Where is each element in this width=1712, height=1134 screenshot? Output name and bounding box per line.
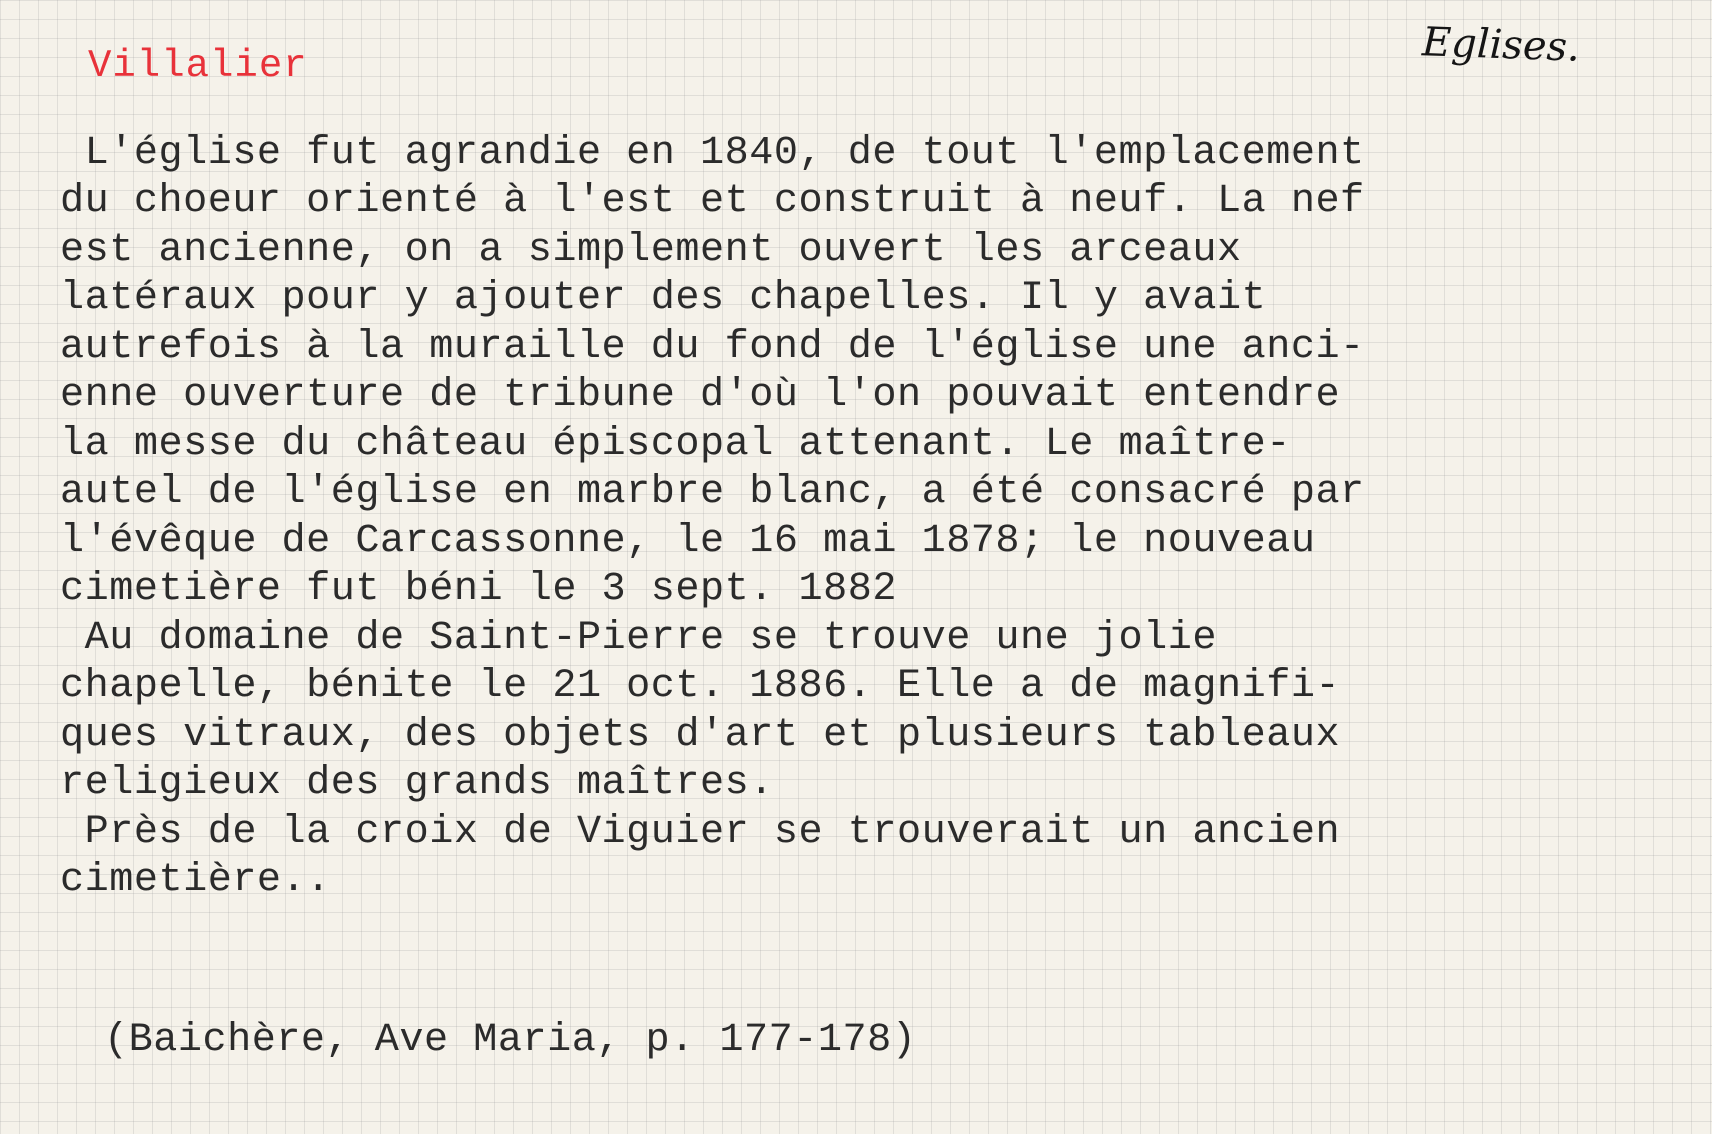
text-line: L'église fut agrandie en 1840, de tout l'emplacement bbox=[60, 131, 1365, 176]
text-line: autrefois à la muraille du fond de l'église une anci- bbox=[60, 325, 1365, 370]
text-line: autel de l'église en marbre blanc, a été consacré par bbox=[60, 470, 1365, 515]
text-line: ques vitraux, des objets d'art et plusieurs tableaux bbox=[60, 713, 1341, 758]
text-line: Au domaine de Saint-Pierre se trouve une jolie bbox=[60, 616, 1217, 661]
text-line: latéraux pour y ajouter des chapelles. Il y avait bbox=[60, 276, 1267, 321]
citation: (Baichère, Ave Maria, p. 177-178) bbox=[104, 1018, 917, 1063]
text-line: du choeur orienté à l'est et construit à neuf. La nef bbox=[60, 179, 1365, 224]
text-line: Près de la croix de Viguier se trouverait un ancien bbox=[60, 810, 1341, 855]
text-line: religieux des grands maîtres. bbox=[60, 761, 774, 806]
text-line: l'évêque de Carcassonne, le 16 mai 1878; le nouveau bbox=[60, 519, 1316, 564]
text-line: est ancienne, on a simplement ouvert les arceaux bbox=[60, 228, 1242, 273]
text-line: la messe du château épiscopal attenant. Le maître- bbox=[60, 422, 1291, 467]
text-line: cimetière.. bbox=[60, 858, 331, 903]
text-line: chapelle, bénite le 21 oct. 1886. Elle a de magnifi- bbox=[60, 664, 1341, 709]
card-title: Villalier bbox=[88, 44, 308, 88]
category-handwritten-label: Eglises. bbox=[1421, 19, 1581, 71]
text-line: enne ouverture de tribune d'où l'on pouvait entendre bbox=[60, 373, 1341, 418]
text-line: cimetière fut béni le 3 sept. 1882 bbox=[60, 567, 897, 612]
